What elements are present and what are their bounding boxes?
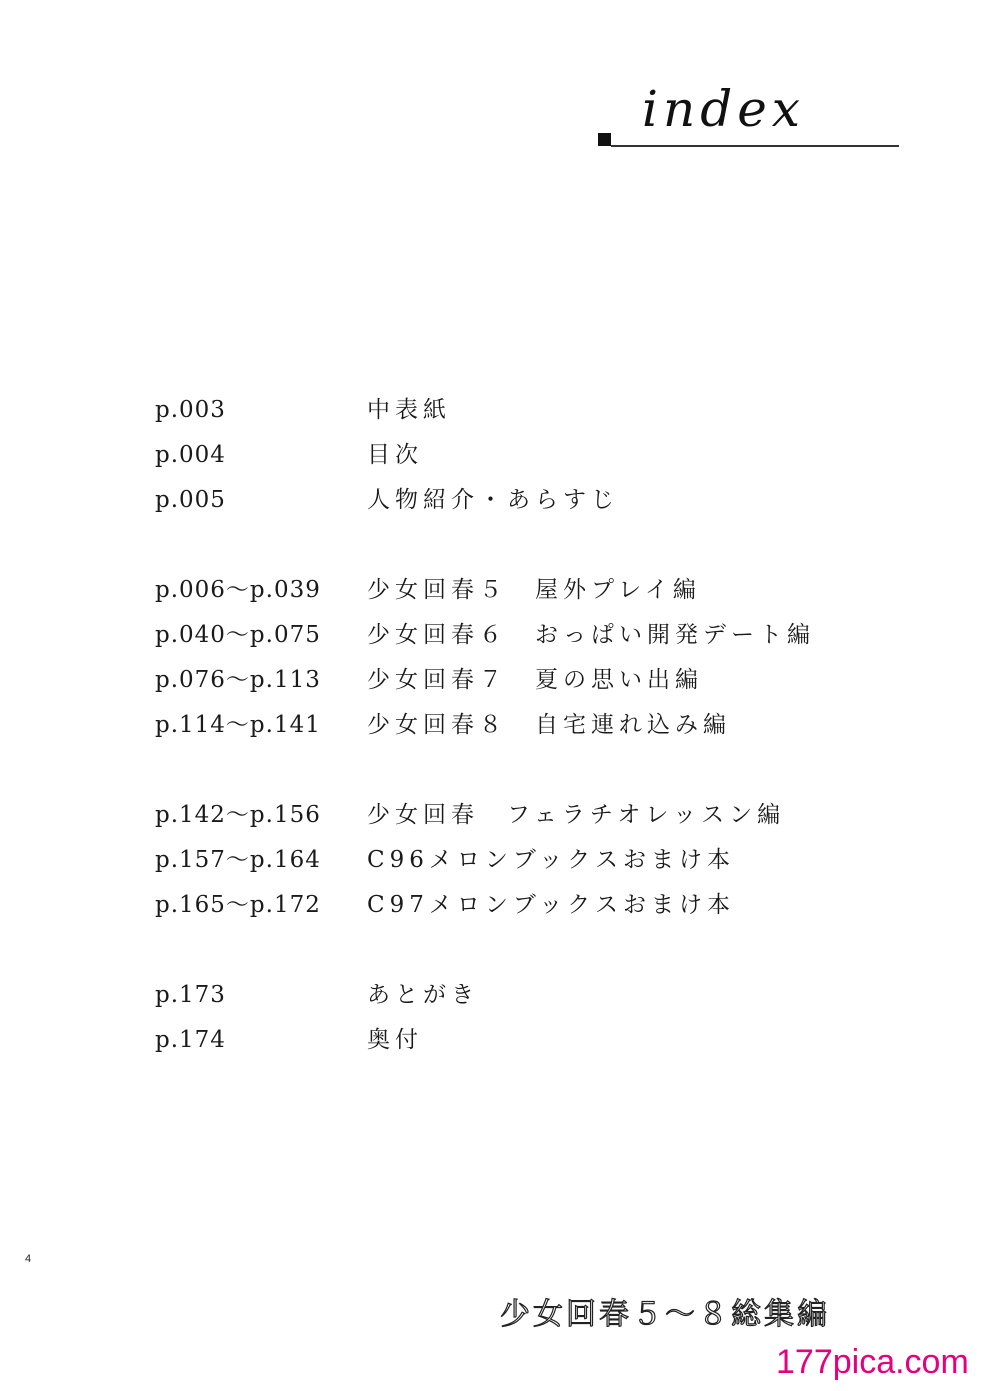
page-number: 4: [25, 1253, 32, 1265]
index-underline: [611, 145, 899, 147]
toc-page-range: p.040〜p.075: [155, 622, 321, 648]
toc-chapter-title: 少女回春 フェラチオレッスン編: [367, 802, 786, 828]
toc-group-gap: [155, 527, 915, 572]
toc-group-gap: [155, 932, 915, 977]
toc-chapter-title: 少女回春７ 夏の思い出編: [367, 667, 703, 693]
index-title: index: [642, 80, 805, 138]
toc-entry: [155, 797, 915, 842]
book-title: 少女回春５〜８総集編: [500, 1297, 830, 1332]
toc-chapter-title: C96メロンブックスおまけ本: [367, 847, 736, 873]
toc-entry: [155, 707, 915, 752]
toc-chapter-title: 少女回春６ おっぱい開発デート編: [367, 622, 815, 648]
toc-group-gap: [155, 752, 915, 797]
watermark-link[interactable]: 177pica.com: [776, 1343, 969, 1381]
table-of-contents: [155, 392, 915, 1067]
toc-chapter-title: 目次: [367, 442, 423, 468]
toc-page-range: p.004: [155, 442, 226, 468]
index-header: [598, 82, 900, 154]
toc-chapter-title: 少女回春５ 屋外プレイ編: [367, 577, 701, 603]
toc-entry: [155, 437, 915, 482]
toc-entry: [155, 977, 915, 1022]
toc-entry: [155, 662, 915, 707]
toc-page-range: p.142〜p.156: [155, 802, 321, 828]
toc-page-range: p.157〜p.164: [155, 847, 321, 873]
toc-chapter-title: 奥付: [367, 1027, 423, 1053]
toc-page-range: p.173: [155, 982, 226, 1008]
toc-page-range: p.006〜p.039: [155, 577, 321, 603]
toc-page-range: p.005: [155, 487, 226, 513]
toc-entry: [155, 887, 915, 932]
toc-page-range: p.076〜p.113: [155, 667, 321, 693]
index-square-mark: [598, 133, 611, 146]
toc-entry: [155, 572, 915, 617]
toc-chapter-title: 少女回春８ 自宅連れ込み編: [367, 712, 731, 738]
toc-entry: [155, 842, 915, 887]
toc-page-range: p.174: [155, 1027, 226, 1053]
toc-entry: [155, 1022, 915, 1067]
toc-chapter-title: あとがき: [367, 982, 479, 1008]
toc-page-range: p.165〜p.172: [155, 892, 321, 918]
toc-page-range: p.003: [155, 397, 226, 423]
toc-chapter-title: C97メロンブックスおまけ本: [367, 892, 736, 918]
toc-entry: [155, 392, 915, 437]
toc-chapter-title: 中表紙: [367, 397, 451, 423]
toc-chapter-title: 人物紹介・あらすじ: [367, 487, 619, 513]
toc-entry: [155, 482, 915, 527]
toc-entry: [155, 617, 915, 662]
toc-page-range: p.114〜p.141: [155, 712, 321, 738]
